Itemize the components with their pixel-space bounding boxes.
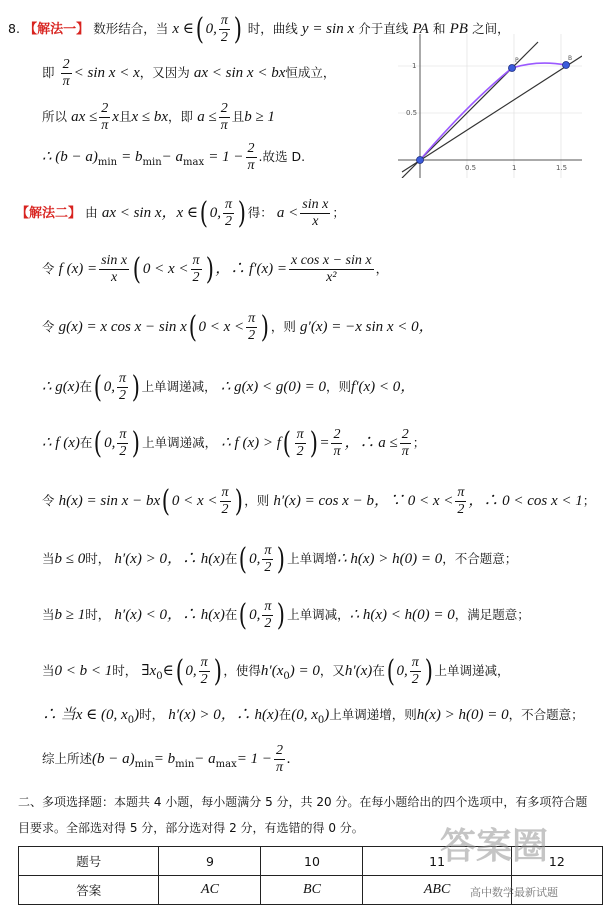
- method1-line2: 即 $\frac{2}{\pi}$ < sin x < x，又因为 ax < sin x < bx恒成立，: [42, 57, 336, 89]
- fraction: $\frac{\text{sin x}}{x}$: [302, 197, 329, 229]
- fraction: $\frac{\text{x cos x − sin x}}{\text{x²}}$: [291, 253, 372, 285]
- method2-line8: 当b ≥ 1时， h′(x) < 0，∴ h(x)在( 0, $\frac{\pi}{2}$ ) 上单调减，∴ h(x) < h(0) = 0，满足题意；: [42, 597, 530, 633]
- tick-y-2: 0.5: [406, 109, 418, 117]
- tick-x-2: 1: [512, 164, 517, 172]
- fraction: $\frac{\pi}{2}$: [225, 197, 233, 229]
- point-origin: [417, 157, 424, 164]
- point-a: [509, 65, 516, 72]
- table-cell: 答案: [19, 876, 159, 905]
- fraction: $\frac{\pi}{2}$: [118, 371, 126, 403]
- fraction: $\frac{2}{\pi}$: [401, 427, 409, 459]
- method2-line7: 当b ≤ 0时， h′(x) > 0，∴ h(x)在( 0, $\frac{\pi}{2}$ ) 上单调增∴ h(x) > h(0) = 0，不合题意；: [42, 541, 518, 577]
- table-cell: 10: [261, 847, 363, 876]
- method2-line6: 令 h(x) = sin x − bx( 0 < x < $\frac{\pi}{2}$ ) ，则 h′(x) = cos x − b，∵ 0 < x < $\frac{\pi}{2}$ ，∴ 0 < cos x < 1；: [42, 483, 596, 519]
- section2-line1: 二、多项选择题：本题共 4 小题，每小题满分 5 分，共 20 分。在每小题给出的四个选项中，有多项符合题: [18, 795, 588, 809]
- watermark-logo: 答案圈: [440, 826, 549, 867]
- method2-tag: 【解法二】: [16, 206, 82, 221]
- tick-x-3: 1.5: [556, 164, 568, 172]
- method1-line3: 所以 ax ≤ $\frac{2}{\pi}$ x且x ≤ bx，即 a ≤ $\frac{2}{\pi}$ 且b ≥ 1: [42, 101, 275, 133]
- section2-line2: 目要求。全部选对得 5 分，部分选对得 2 分，有选错的得 0 分。: [18, 821, 364, 835]
- table-cell: 9: [159, 847, 261, 876]
- tick-x-1: 0.5: [465, 164, 477, 172]
- label-p: P: [515, 57, 519, 64]
- label-b: B: [568, 55, 573, 62]
- fraction: $\frac{\pi}{2}$: [220, 13, 228, 45]
- table-cell: 12: [511, 847, 602, 876]
- fraction: $\frac{\pi}{2}$: [200, 655, 208, 687]
- fraction: $\frac{2}{\pi}$: [247, 141, 255, 173]
- fraction: $\frac{\pi}{2}$: [296, 427, 304, 459]
- fraction: $\frac{\pi}{2}$: [457, 485, 465, 517]
- point-b: [563, 62, 570, 69]
- method1-tag: 【解法一】: [24, 22, 90, 37]
- fraction: $\frac{2}{\pi}$: [101, 101, 109, 133]
- fraction: $\frac{\text{sin x}}{x}$: [101, 253, 128, 285]
- method2-line11: 综上所述$(b - a)_{min}= b_{min}- a_{max}= 1$ − $\frac{2}{\pi}$ .: [42, 743, 291, 775]
- table-cell: ABC: [363, 876, 511, 905]
- method2-line5: ∴ f (x)在( 0, $\frac{\pi}{2}$ ) 上单调递减， ∴ f (x) > f( $\frac{\pi}{2}$ ) = $\frac{2}{\pi}$ ，∴ a ≤ $\frac{2}{\pi}$ ；: [42, 425, 426, 461]
- method2-line10: ∴ 当x ∈ (0, $x_0$)时， h′(x) > 0，∴ h(x)在(0, $x_0$)上单调递增，则h(x) > h(0) = 0，不合题意；: [42, 707, 584, 726]
- method2-line2: 令 f (x) = $\frac{\text{sin x}}{x}$ ( 0 < x < $\frac{\pi}{2}$ ) ，∴ f′(x) = $\frac{\text{x cos x − sin x}}{\text{x²}}$ ，: [42, 251, 389, 287]
- method2-line9: 当0 < b < 1时， $\exists x_0\in$( 0, $\frac{\pi}{2}$ ) ，使得$h'(x_0) = 0$，又h′(x)在( 0, $\frac{\pi}{2}$ ) 上单调递减，: [42, 653, 510, 689]
- method1-line1: 8. 【解法一】 数形结合，当 x ∈( 0, $\frac{\pi}{2}$ ) 时，曲线 y = sin x 介于直线 PA 和 PB 之间，: [8, 11, 510, 47]
- curve-formula: y = sin x: [301, 21, 355, 37]
- fraction: $\frac{\pi}{2}$: [192, 253, 200, 285]
- fraction: $\frac{2}{\pi}$: [275, 743, 283, 775]
- method1-line4: ∴ $(b - a)_{min} = b_{min}- a_{max} = 1$ − $\frac{2}{\pi}$ .故选 D.: [42, 141, 306, 173]
- method2-line3: 令 g(x) = x cos x − sin x( 0 < x < $\frac{\pi}{2}$ ) ，则 g′(x) = −x sin x < 0，: [42, 309, 434, 345]
- fraction: $\frac{2}{\pi}$: [220, 101, 228, 133]
- fraction: $\frac{\pi}{2}$: [119, 427, 127, 459]
- fraction: $\frac{\pi}{2}$: [248, 311, 256, 343]
- fraction: $\frac{\pi}{2}$: [221, 485, 229, 517]
- fraction: $\frac{2}{\pi}$: [62, 57, 70, 89]
- table-cell: 题号: [19, 847, 159, 876]
- fraction: $\frac{\pi}{2}$: [264, 543, 272, 575]
- fraction: $\frac{2}{\pi}$: [333, 427, 341, 459]
- table-cell: AC: [159, 876, 261, 905]
- method2-line1: 【解法二】 由 ax < sin x，x ∈( 0, $\frac{\pi}{2}$ ) 得： a < $\frac{\text{sin x}}{x}$ ；: [16, 195, 345, 231]
- sine-graph: [398, 34, 582, 178]
- table-cell: BC: [261, 876, 363, 905]
- sine-curve: [420, 63, 566, 160]
- watermark-text: 高中数学最新试题: [470, 886, 558, 899]
- tick-y-1: 1: [412, 62, 417, 70]
- line-pb: [402, 56, 582, 172]
- method2-line4: ∴ g(x)在( 0, $\frac{\pi}{2}$ ) 上单调递减， ∴ g(x) < g(0) = 0，则f′(x) < 0，: [42, 369, 416, 405]
- table-cell: 11: [363, 847, 511, 876]
- problem-number: 8.: [8, 21, 20, 36]
- fraction: $\frac{\pi}{2}$: [264, 599, 272, 631]
- fraction: $\frac{\pi}{2}$: [411, 655, 419, 687]
